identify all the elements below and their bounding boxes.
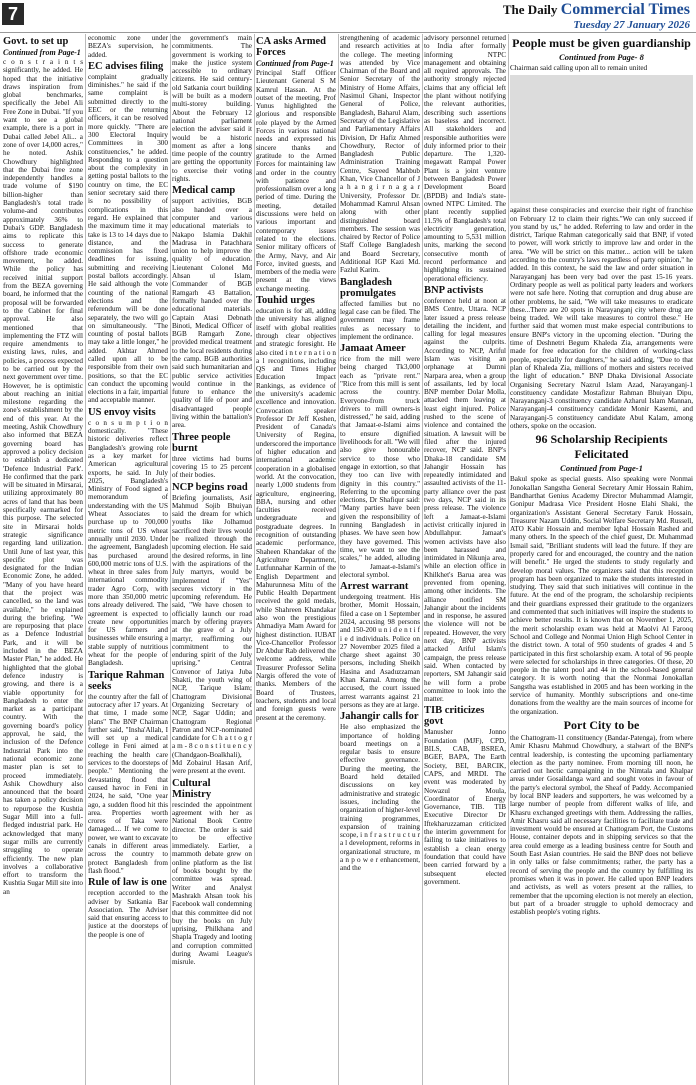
- column-1: [3, 34, 83, 1085]
- article-body: against these conspiracies and exercise their right of franchise on February 12 to claim their rights."We can only succeed if you stand by us," he added. Referring to law and order in the district, Tarique Rahman categorically said that BNP, if voted to power, will work strictly to improve law and order in the area. "We will be strict on this matter... action will be taken according to the country's laws regardless of party opinion," he added. In this context, he said the law and order situation in Narayanganj has been very bad over the past 15-16 years. Ordinary people as well as political party leaders and workers were not safe here. Noting that corruption and drug abuse are other problems, he said, "We will take measures to eradicate these...There are 20 spots in Narayanganj city where drug are being traded. We will take measures to control these." He further said that women must make especial contributions to ensure BNP's victory in the upcoming election. "During the time of Deshnetri Begum Khaleda Zia, arrangements were made for free education for the children of working-class people, especially for daughters," he said adding, "Due to that plan of Khaleda Zia, millions of mothers and sisters received the light of education." BNP Dhaka Divisional Associate Organising Secretary Nazrul Islam Azad, Narayanganj-1 constituency candidate Mostafizur Rahman Bhuiyan Dipu, Narayanganj-3 constituency candidate Azharul Islam Mannan, Narayanganj-4 constituency candidate Monir Kasemi, and Narayanganj-5 constituency candidate Abul Kalam, among others, spoke on the occasion.: [510, 206, 693, 431]
- article-body: education is for all, adding the university has aligned itself with global realities through clear objectives and strategic foresight. He also cited i n t e r n a t i o n a l recognitions, including QS and Times Higher Education Impact Rankings, as evidence of the university's academic excellence and innovation. Convocation speaker Professor Dr Jeff Keshen, President of Canada's University of Regina, underscored the importance of higher education and international academic cooperation in a globalised world. At the convocation, nearly 1,000 students from agriculture, engineering, BBA, nursing and other faculties received undergraduate and postgraduate degrees. In recognition of outstanding academic performance, Shaheen Khandakar of the Agriculture Department, Lutfunnahar Karmin of the English Department and Mahurunnesa Mitu of the Public Health Department received the gold medals, while Shahreen Khandakar also won the prestigious Ahmadiya Mam Award for highest distinction. IUBAT Vice-Chancellor Professor Dr Abdur Rab delivered the welcome address, while Treasurer Professor Selina Nargis offered the vote of thanks. Members of the Board of Trustees, teachers, students and local and foreign guests were present at the ceremony.: [256, 307, 336, 722]
- headline-medical-camp: Medical camp: [172, 185, 236, 197]
- headline-touhid: Touhid urges: [256, 295, 315, 307]
- headline-tarique: Tarique Rahman seeks: [88, 669, 165, 692]
- column-divider: [254, 34, 255, 1085]
- column-5: [340, 34, 420, 1085]
- article-body: strengthening of academic and research activities at the college. The meeting was attended by Vice Chairman of the Board and Senior Secretary of the Ministry of Home Affairs, Nasimul Ghani, Inspector General of Police, Bangladesh, Baharul Alam, Secretary of the Legislative and Parliamentary Affairs Division, Dr Hafiz Ahmed Chowdhury, Rector of Bangladesh Public Administration Training Centre, Sayeed Mahbub Khan, Vice Chancellor of J a h a n g i r n a g a r University, Professor Dr. Mohammad Kamrul Ahsan along with other distinguished board members. The session was chaired by Rector of Police Staff College Bangladesh and Board Secretary, Additional IGP Kazi Md. Fazlul Karim.: [340, 34, 420, 275]
- headline-ncp-road: NCP begins road: [172, 481, 248, 493]
- masthead-brand: [503, 1, 690, 19]
- headline-bangladesh-promulgates: Bangladesh promulgates: [340, 276, 396, 299]
- headline-rule-of-law: Rule of law is one: [88, 877, 167, 889]
- article-body: economic zone under BEZA's supervision, he added.: [88, 34, 168, 59]
- column-divider: [508, 34, 509, 1085]
- headline-ca-armed-forces: CA asks Armed Forces: [256, 36, 327, 58]
- article-body: Bakul spoke as special guests. Also speaking were Nonmai Jonokallan Sangstha General Secretary Amir Hossain Rahim, Bandharthat Genius Academy Director Muhammad Alamgir, Gonipur Madrasa Vice President Hosne Elahi Shaki, the organization's Assistant General Secretary Faruk Hossain, Treasurer Nazam Uddin, Social Welfare Secretary Md. Russell, ATO Kabir Hossain and member Iqbal Hossain Rashed and many others. In the speech of the chief guest, Dr. Muhammad Ismail said, "Brilliant students will lead the future. If they are properly cared for and encouraged, the country and the nation will benefit." He urged the students to study regularly and develop moral values. The organizers said that this reception program has been organized to make the students interested in studying. They said that such initiatives will continue in the future. At the end of the program, the scholarship recipients and their guardians expressed their gratitude to the organizers and commented that such initiatives will inspire the students to achieve better results. It is known that on November 1, 2025, the merit scholarship exam was held at Maolvi Al Farooq School and College and Nonmai Union High School Center in the district town. A total of 950 students of grades 4 and 5 participated in this first scholarship exam. A total of 96 people were selected for scholarships in three categories. Of these, 20 people in the talent pool and 44 in the school-based general category. It is worth noting that the Nonmai Jonokallan Sangstha was established in 2005 and has been working in the service of humanity. Monthly subscriptions and one-time donations from the wealthy are the main sources of income for the organization.: [510, 475, 693, 716]
- headline-three-burnt: Three people burnt: [172, 431, 231, 454]
- headline-arrest-warrant: Arrest warrant: [340, 581, 409, 593]
- article-body: the government's main commitments. The government is working to make the justice system accessible to ordinary citizens. He said century-old Satkania court building will be built as a modern multi-storey building. About the February 12 national parliament election the adviser said it would be a historic moment as after a long time people of the country are getting the opportunity to exercise their voting rights.: [172, 34, 252, 184]
- article-body: He also emphasized the importance of holding board meetings on a regular basis to ensure effective governance. During the meeting, the Board held detailed discussions on key administrative and strategic issues, including the organization of higher-level training programmes, expansion of training scope, i n f r a s t r u c t u r a l development, reforms in organizational structure, m a n p o w e r enhancement, and the: [340, 723, 420, 873]
- brand-the: The Daily: [502, 2, 558, 17]
- headline-bnp-activists: BNP activists: [424, 284, 484, 296]
- article-body: rice from the mill were being charged Tk3,000 each as "private rent." "Rice from this mill is sent across the country. Everyone-from truck drivers to mill owners-is distressed," he said, adding that Jamaat-e-Islami aims to ensure dignified livelihoods for all. "We will also give honourable service to those who engage in extortion, so that they too can live with dignity in this country." Referring to the upcoming elections, Dr Shafiqur said: "Many parties have been given the responsibility of running Bangladesh in phases. We have seen how they have governed. This time, we want to see the scales," he added, alluding to Jamaat-e-Islami's electoral symbol.: [340, 355, 420, 579]
- headline-jamaat-ameer: Jamaat Ameer: [340, 343, 406, 355]
- masthead: [503, 1, 690, 31]
- column-4: [256, 34, 336, 1085]
- headline-govt: Govt. to set up: [3, 36, 69, 47]
- article-body: undergoing treatment. His brother, Momit Hossain, filed a case on 1 September 2024, accusing 98 persons and 150-200 u n i d e n t i f i e d individuals. Police on 27 November 2025 filed a charge sheet against 30 persons, including Sheikh Hasina and Asaduzzaman Khan Kamal. Among the accused, the court issued arrest warrants against 21 persons as they are at large.: [340, 593, 420, 709]
- column-3: [172, 34, 252, 1085]
- article-body: Manusher Jonno Foundation (MJF), CPD, BILS, CAB, BSREA, BGEF, BAPA, The Earth Society, BEI, BARCIK, CAPS, and MRDI. The event was moderated by Nowazul Moula, Coordinator of Energy Governance, TIB. TIB Executive Director Dr Iftekharuzzaman criticized the interim government for failing to take initiatives to establish a clean energy foundation that could have been carried forward by a subsequent elected government.: [424, 728, 506, 886]
- article-body: reception accorded to the adviser by Satkania Bar Association. The Adviser said that ensuring access to justice at the doorsteps of the people is one of: [88, 889, 168, 939]
- column-2: [88, 34, 168, 1085]
- continued-note: Continued from Page-1: [256, 59, 334, 68]
- article-body: three victims had burns covering 15 to 25 percent of their bodies.: [172, 454, 252, 480]
- issue-date: Tuesday 27 January 2026: [573, 19, 690, 31]
- column-divider: [338, 34, 339, 1085]
- article-body: advisory personnel returned to India after formally informing NTPC management and obtaining all required approvals. The authority strongly rejected claims that any official left the plant without notifying the relevant authorities, describing such assertions as baseless and incorrect. All stakeholders and responsible authorities were duly informed prior to their departure. The 1,320-megawatt Rampal Power Plant is a joint venture between Bangladesh Power Development Board (BPDB) and India's state-owned NTPC Limited. The plant recently supplied 11.5% of Bangladesh's total electricity generation, amounting to 5,531 million units, marking the second consecutive month of record performance and highlighting its sustained operational efficiency.: [424, 34, 506, 283]
- article-body: the country after the fall of autocracy after 17 years. At that time, I made some plans" The BNP Chairman further said, "Insha'Allah, I will set up a medical college in Feni aimed at reaching the health care services to the doorsteps of people." Mentioning the devastating flood that caused havoc in Feni in 2024, he said, "One year ago, a sudden flood hit this area. Properties worth crores of Taka were damaged.... If we come to power, we want to excavate canals in different areas across the country to protect Bangladesh from flash flood.": [88, 692, 168, 875]
- headline-ec: EC advises filing: [88, 60, 164, 72]
- article-body: affected families but no legal case can be filed. The government may frame rules as necessary to implement the ordinance.: [340, 299, 420, 341]
- page-number: 7: [2, 3, 24, 25]
- article-lead: Chairman said calling upon all to remain united: [510, 64, 648, 72]
- column-6: [424, 34, 506, 1085]
- headline-scholarship: 96 Scholarship Recipients Felicitated: [535, 432, 668, 462]
- headline-port-city: Port City to be: [563, 717, 640, 732]
- continued-note: Continued from Page-1: [560, 463, 643, 474]
- article-body: complaint gradually diminishes." he said if the same complaint is submitted directly to the EEC or the returning officers, it can be resolved more quickly. "There are 300 Electoral Inquiry Committees in 300 constituencies," he added. Responding to a question about the complexity in getting postal ballots to the country on time, the EC senior secretary said there is no possibility of complications in this regard. He explained that the maximum time it may take is 13 to 14 days due to distance, and the commission has fixed deadlines for issuing, submitting and receiving postal ballots accordingly. He said although the vote counting of the national elections and the referendum will be done separately, the two will go on simultaneously. "The counting of postal ballots may take a little longer," he added. Akhtar Ahmed called upon all to be responsible from their own positions, so that the EC can conduct the upcoming elections in a fair, impartial and acceptable manner.: [88, 72, 168, 405]
- column-divider: [422, 34, 423, 1085]
- column-divider: [170, 34, 171, 1085]
- article-body: the Chattogram-11 constituency (Bandar-Patenga), from where Amir Khasru Mahmud Chowdhury, a stalwart of the BNP's central leadership, is contesting the upcoming parliamentary election as the party nominee. From morning till noon, he carried out hectic campaigning in the Nimtala and Khalpar areas under Gosaildanga ward and sought votes in favour of the party's electoral symbol, the Sheaf of Paddy. Accompanied by local BNP leaders and supporters, he was welcomed by a large number of people from different walks of life, and Khasru exchanged greetings with them. Addressing the rallies, Amir Khasru said all necessary facilities to facilitate trade and investment would be ensured at Chattogram Port, the Customs House, container depots and in shipping services so that the area could emerge as a leading business centre for South and South East Asian countries. He said the BNP does not believe in only talks or false commitments; rather, the party has a record of serving the people and the country by fulfilling its promises when it was in power. He called upon BNP leaders and activists, as well as voters present at the rallies, to remember that the upcoming election is not merely an election, but part of a broader struggle to uphold democracy and establish people's voting rights.: [510, 733, 693, 917]
- continued-note: Continued from Page-1: [3, 48, 81, 57]
- headline-jahangir: Jahangir calls for: [340, 711, 419, 723]
- article-body: support activities, BGB also handed over a computer and various educational materials to Nakapo Islamia Dakhil Madrasa in Patachhara union to help improve the quality of education. Lieutenant Colonel Md Ahsan ul Islam, Commander of BGB Ramgarh 43 Battalion, formally handed over the educational materials. Captain Atasi Debnath Binoti, Medical Officer of BGB Ramgarh Zone, provided medical treatment to the local residents during the camp. BGB authorities said such humanitarian and public service activities would continue in the future to enhance the quality of life of poor and disadvantaged people living within the battalion's area.: [172, 197, 252, 430]
- page-header: [0, 0, 696, 33]
- article-body: conference held at noon at BMS Centre, Uttara. NCP later issued a press release detailing the incident, and calling for legal measures against the culprits. According to NCP, Ariful Islam was visiting an orphanage at Dumni Narpara area, when a group of assailants, led by local BNP member Dolar Molla, attacked them leaving at least eight injured. Police rushed to the scene of violence and contained the situation. A lawsuit will be filed after the injured recover, NCP said. BNP's Dhaka-18 candidate SM Jahangir Hossain has repeatedly intimidated and assaulted activists of the 11-party alliance over the past two days, NCP said in its press release. The violence left a Jamaat-e-Islami activist critically injured in Abdullahpur. Jamaat's women activists have also been harassed and intimidated in Nikunja area, while an election office in Khilkhet's Barua area was prevented from opening, among other incidents. The alliance notified SM Jahangir about the incidents and in response, he assured the violence will not be repeated. However, the very next day, BNP activists attacked Ariful Islam's campaign, the press release said. When contacted by reporters, SM Jahangir said he will form a probe committee to look into the matter.: [424, 296, 506, 704]
- article-body: Principal Staff Officer Lieutenant General S M Kamrul Hassan. At the outset of the meeting, Prof Yunus highlighted the glorious and responsible role played by the Armed Forces in various national needs and expressed his sincere thanks and gratitude to the Armed Forces for maintaining law and order in the country with patience and professionalism over a long period of time. During the meeting, detailed discussions were held on various important and contemporary issues related to the elections. Senior military officers of the Army, Navy, and Air Force, invited guests, and members of the media were present at the views exchange meeting.: [256, 69, 336, 293]
- headline-tib: TIB criticizes govt: [424, 705, 485, 728]
- headline-us-envoy: US envoy visits: [88, 406, 156, 418]
- brand-name: Commercial Times: [560, 1, 690, 18]
- column-divider: [85, 34, 86, 1085]
- headline-guardianship: People must be given guardianship: [512, 36, 691, 50]
- news-photo: [510, 75, 693, 203]
- continued-note: Continued from Page- 8: [559, 52, 644, 62]
- article-body: rescinded the appointment agreement with her as National Book Centre director. The order is said to be effective immediately. Earlier, a mammoth debate grew on online platform as the list of books bought by the committee was spread. Writer and Analyst Mashrakh Ahsan took his Facebook wall condemning that this committee did not buy the books on July uprising, Philkhana and Shapla Tragedy and looting and corruption committed during Awami League's misrule.: [172, 800, 252, 967]
- wide-column: [510, 34, 693, 1085]
- article-body: c o n s u m p t i o n domestically. "These historic deliveries reflect Bangladesh's growing role as a key market for American agricultural exports, he said. In July 2025, Bangladesh's Ministry of Food signed a memorandum of understanding with the US Wheat Associates to purchase up to 700,000 metric tons of US wheat annually until 2030. Under the agreement, Bangladesh has purchased around 600,000 metric tons of U.S. wheat in three sales from international commodity trader Agro Corp, with more than 350,000 metric tons already delivered. The agreement is expected to create new opportunities for US farmers and businesses while ensuring a stable supply of nutritious wheat for the people of Bangladesh.: [88, 418, 168, 668]
- article-body: Briefing journalists, Asif Mahmud Sojib Bhuiyan said the dream for which youths like Jolhamud sacrificed their lives would be realized through the upcoming election. He said the desired reforms, in line with the aspirations of the July martyrs, would be implemented if "Yes" secures victory in the upcoming referendum. He said, "We have chosen to officially launch our road march by offering prayers at the grave of a July martyr, reaffirming our commitment to the enduring spirit of the July uprising." Central Convenor of Jatiya Juba Shakti, the youth wing of NCP, Tarique Islam; Chattogram Divisional Organizing Secretary of NCP, Sagar Uddin; and Chattogram Regional Patron and NCP-nominated candidate for C h a t t o g r a m - 8 c o n s t i t u e n c y (Chandgaon-Boalkhali), Md Zobairul Hasan Arif, were present at the event.: [172, 493, 252, 776]
- headline-cultural-ministry: Cultural Ministry: [172, 777, 212, 800]
- article-body: c o n s t r a i n t s significantly, he added. He hoped that the initiative draws inspiration from global benchmarks, specifically the Jebel Ali Free Zone in Dubai. "If you want to see a global example, there is a port in Dubai called Jebel Ali... a zone of over 14,000 acres," he noted. Ashik Chowdhury highlighted that the Dubai free zone independently handles a trade volume of $190 billion-higher than Bangladesh's total trade volume-and contributes approximately 36% to Dubai's GDP. Bangladesh aims to replicate this success to generate offshore trade economic movement, he added. While the policy has received initial support from the BEZA governing board, he informed that the proposal will be forwarded to the Cabinet for final approval. He also mentioned that implementing the FTZ will require amendments to existing laws, rules, and policies, a process expected to be carried out by the next government over time. However, he is optimistic about reaching an initial milestone regarding the zone's establishment by the end of this year. At the meeting, Ashik Chowdhury also informed that BEZA governing board has approved a policy decision to establish a dedicated 'Defence Industrial Park'. He confirmed that the park will be situated in Mirsarai, utilizing approximately 80 acres of land that has been specifically earmarked for this purpose. The selected site in Mirsarai holds strategic significance regarding land utilization. Until June of last year, this specific plot was designated for the Indian Economic Zone, he added. "Many of you have heard that the project was cancelled, so the land was available," he explained during the briefing. "We are repurposing that place as a Defence Industrial Park, and it will be included in the BEZA Master Plan," he added. He highlighted that the global defence industry is growing, and there is a viable opportunity for Bangladesh to enter the market as a participant country. With the governing board's policy approval, he said, the inclusion of the Defence Industrial Park into the national economic zone master plan is set to proceed immediately. Ashik Chowdhury also announced that the board has taken a policy decision to repurpose the Kushtia Sugar Mill into a full-fledged industrial park. He acknowledged that many sugar mills are currently struggling to operate efficiently. The new plan involves a collaborative effort to transform the Kushtia Sugar Mill site into an: [3, 58, 83, 896]
